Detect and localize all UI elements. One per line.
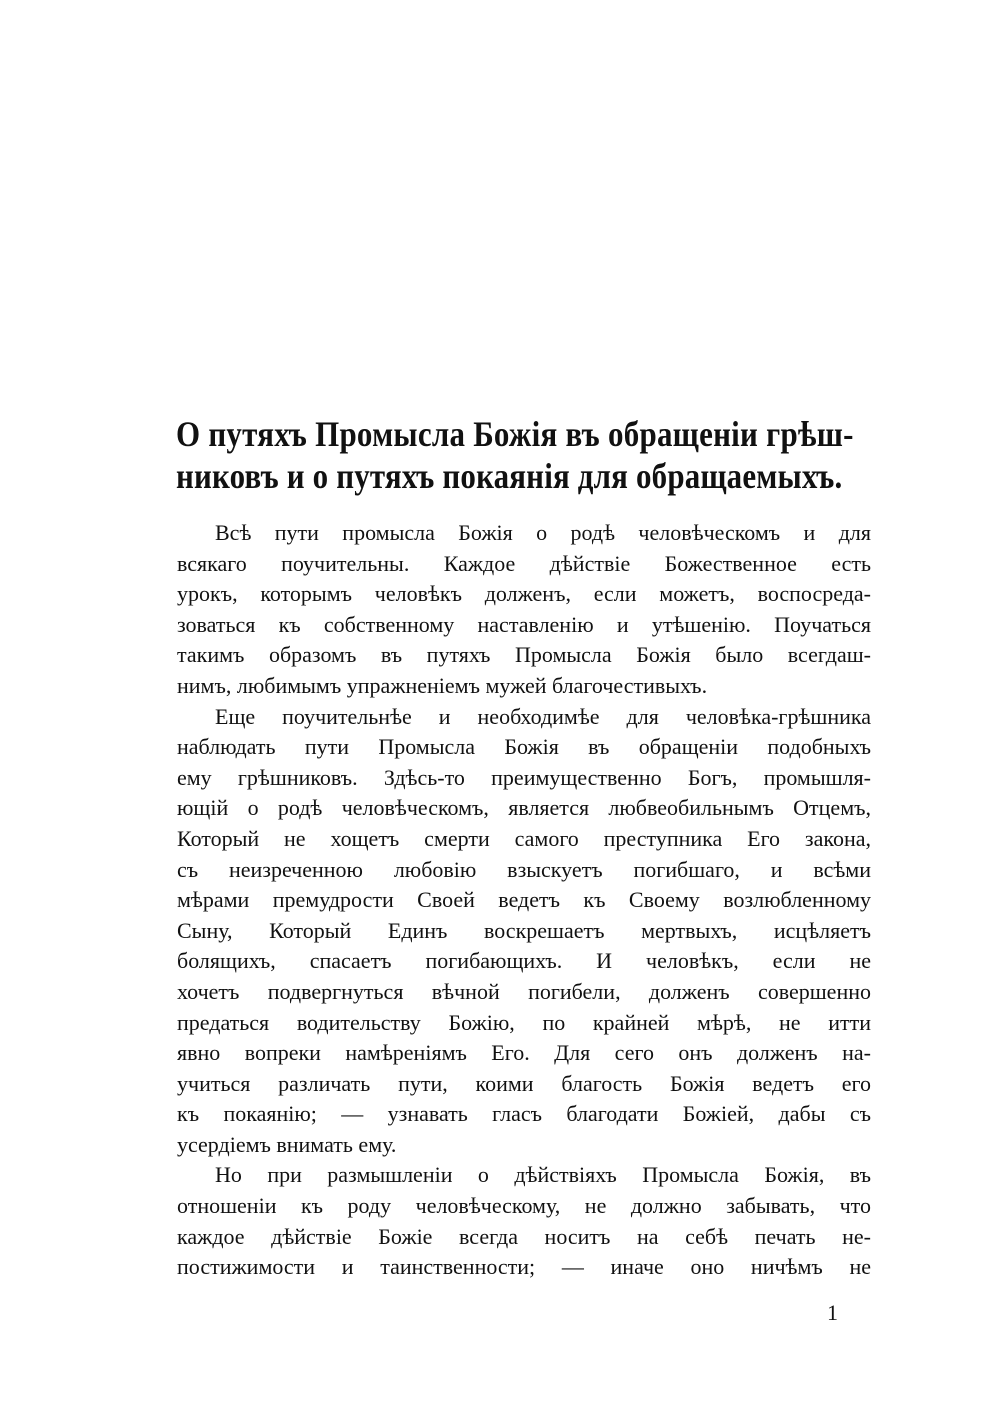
text-line: предаться водительству Божію, по крайней мѣрѣ, не итти	[177, 1009, 871, 1035]
text-line: отношеніи къ роду человѣческому, не должно забывать, что	[177, 1193, 871, 1219]
text-line: нимъ, любимымъ упражненіемъ мужей благочестивыхъ.	[177, 672, 708, 698]
chapter-title-line: никовъ и о путяхъ покаянія для обращаемыхъ.	[176, 456, 843, 496]
text-line: болящихъ, спасаетъ погибающихъ. И человѣкъ, если не	[177, 948, 871, 974]
text-line: урокъ, которымъ человѣкъ долженъ, если можетъ, воспосреда-	[177, 581, 871, 607]
body-text	[177, 518, 871, 1283]
text-line: хочетъ подвергнуться вѣчной погибели, долженъ совершенно	[177, 978, 871, 1004]
text-line: мѣрами премудрости Своей ведетъ къ Своему возлюбленному	[177, 887, 871, 913]
text-line: ему грѣшниковъ. Здѣсь-то преимущественно Богъ, промышля-	[177, 764, 871, 790]
text-line: Который не хощетъ смерти самого преступника Его закона,	[177, 825, 871, 851]
chapter-title-line: О путяхъ Промысла Божія въ обращеніи грѣш-	[176, 414, 854, 454]
page-number: 1	[827, 1300, 838, 1325]
text-line: съ неизреченною любовію взыскуетъ погибшаго, и всѣми	[177, 856, 871, 882]
text-line: каждое дѣйствіе Божіе всегда носитъ на себѣ печать не-	[177, 1223, 871, 1249]
text-line: ющій о родѣ человѣческомъ, является любвеобильнымъ Отцемъ,	[177, 795, 871, 821]
text-line: наблюдать пути Промысла Божія въ обращеніи подобныхъ	[177, 734, 871, 760]
text-line: явно вопреки намѣреніямъ Его. Для сего онъ долженъ на-	[177, 1040, 871, 1066]
text-line: къ покаянію; — узнавать гласъ благодати Божіей, дабы съ	[177, 1101, 871, 1127]
text-line: Всѣ пути промысла Божія о родѣ человѣческомъ и для	[215, 520, 871, 545]
chapter-title	[176, 413, 876, 497]
text-line: учиться различать пути, коими благость Божія ведетъ его	[177, 1070, 871, 1096]
text-line: Еще поучительнѣе и необходимѣе для человѣка-грѣшника	[215, 703, 871, 729]
text-line: Сыну, Который Единъ воскрешаетъ мертвыхъ, исцѣляетъ	[177, 917, 871, 943]
text-line: Но при размышленіи о дѣйствіяхъ Промысла Божія, въ	[215, 1162, 871, 1188]
text-line: такимъ образомъ въ путяхъ Промысла Божія было всегдаш-	[177, 642, 871, 668]
text-line: всякаго поучительны. Каждое дѣйствіе Божественное есть	[177, 550, 871, 576]
text-line: зоваться къ собственному наставленію и утѣшенію. Поучаться	[177, 611, 871, 637]
text-line: постижимости и таинственности; — иначе оно ничѣмъ не	[177, 1254, 871, 1280]
text-line: усердіемъ внимать ему.	[177, 1131, 397, 1157]
